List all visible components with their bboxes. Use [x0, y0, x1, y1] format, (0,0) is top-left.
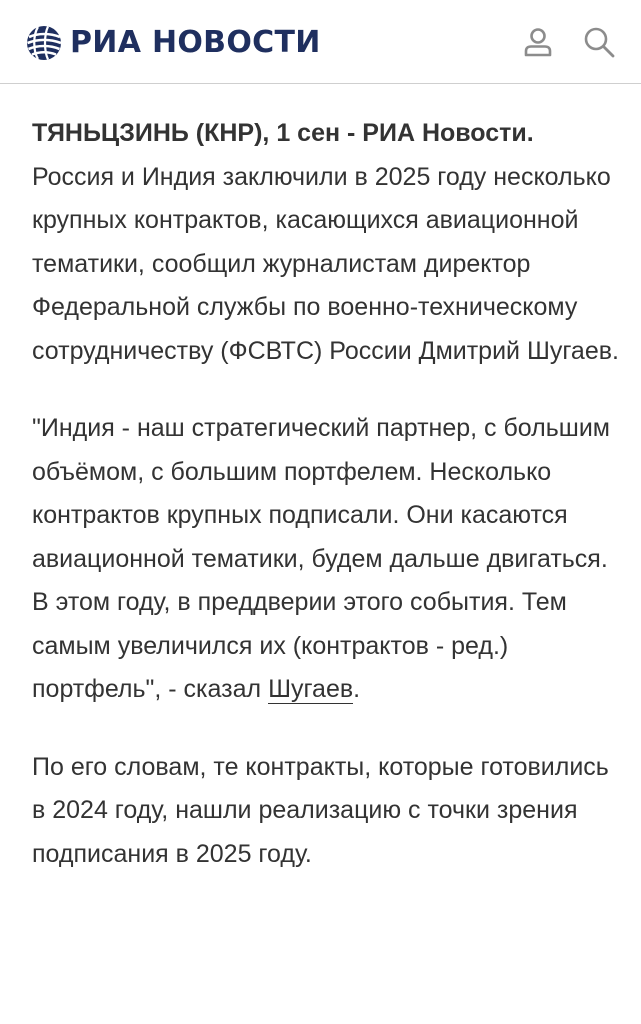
article-paragraph-1 [32, 112, 622, 373]
user-account-button[interactable] [518, 22, 558, 62]
site-logo[interactable] [24, 22, 321, 64]
article-paragraph-2 [32, 407, 622, 712]
search-button[interactable] [579, 22, 619, 62]
paragraph-2-end: . [353, 675, 361, 703]
paragraph-3-text: По его словам, те контракты, которые готовились в 2024 году, нашли реализацию с точки зрения подписания в 2025 году. [32, 752, 609, 868]
paragraph-1-text: Россия и Индия заключили в 2025 году несколько крупных контрактов, касающихся авиационной тематики, сообщил журналистам директор Федеральной службы по военно-техническому сотрудничеству (ФСВТС) России Дмитрий Шугаев. [32, 162, 619, 365]
article-body [32, 112, 622, 910]
user-icon [521, 25, 555, 59]
article-paragraph-3 [32, 746, 622, 877]
logo-text: РИА НОВОСТИ [70, 25, 321, 60]
person-link-shugaev[interactable]: Шугаев [268, 675, 354, 703]
paragraph-2-text: "Индия - наш стратегический партнер, с большим объёмом, с большим портфелем. Несколько контрактов крупных подписали. Они касаются авиационной тематики, будем дальше двигаться. В этом году, в преддверии этого события. Тем самым увеличился их (контрактов - ред.) портфель", - сказал [32, 414, 610, 703]
article-dateline: ТЯНЬЦЗИНЬ (КНР), 1 сен - РИА Новости. [32, 119, 534, 147]
search-icon [582, 25, 616, 59]
site-header [0, 0, 641, 84]
ria-globe-logo-icon [24, 23, 64, 63]
